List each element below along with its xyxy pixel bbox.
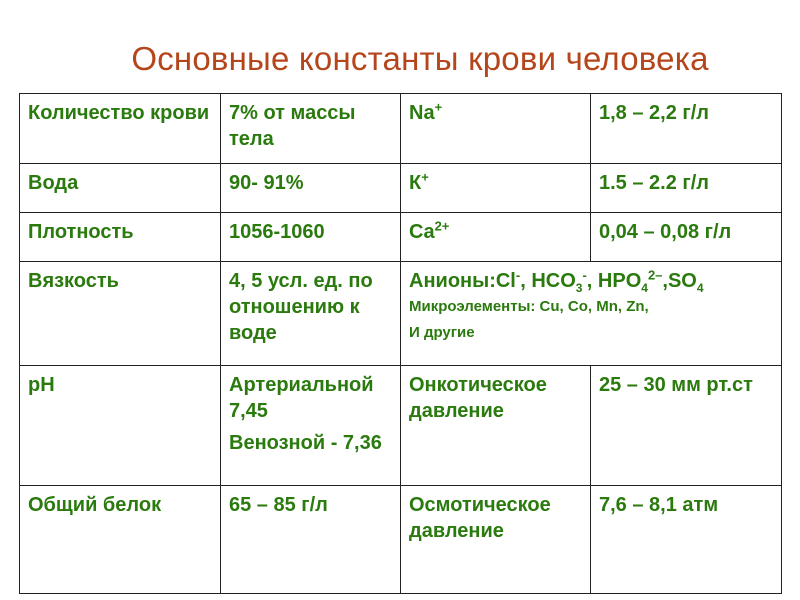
table-row [20,262,782,366]
ion-charge: 2– [647,267,663,283]
parameter-cell [401,486,591,594]
arterial-ph: Артериальной 7,45 [229,374,374,422]
ion-symbol: Na [409,102,435,124]
ions-cell [401,262,782,366]
cell-text: 25 – 30 мм рт.ст [599,374,753,396]
blood-constants-table [19,93,782,594]
parameter-cell [20,366,221,486]
venous-ph: Венозной - 7,36 [229,432,382,454]
table-row [20,486,782,594]
cell-text: 7,6 – 8,1 атм [599,494,719,516]
table-row [20,164,782,213]
cell-text: Вода [28,172,79,194]
ion-symbol: К [409,172,422,194]
ion-cell [401,164,591,213]
ion-index: 3 [575,281,583,295]
cell-text: pH [28,374,55,396]
cell-text: 1056-1060 [229,221,325,243]
value-cell [221,164,401,213]
ion-cell [401,213,591,262]
cell-text: 1.5 – 2.2 г/л [599,172,709,194]
value-cell [591,486,782,594]
value-cell [221,262,401,366]
table-row [20,94,782,164]
others-line: И другие [409,324,475,341]
ion-index: 4 [641,281,648,295]
cell-text: 1,8 – 2,2 г/л [599,102,709,124]
anions-line [409,268,773,294]
cell-text: Плотность [28,221,134,243]
ion-value-cell [591,213,782,262]
ion-value-cell [591,94,782,164]
ion-charge: + [434,99,443,115]
microelements-line: Микроэлементы: Cu, Co, Mn, Zn, [409,298,649,315]
ion-charge: + [421,169,429,185]
table-row [20,366,782,486]
cell-text: 7% от массы тела [229,102,356,150]
ion-charge: - [515,267,521,283]
ion-charge: 2+ [434,218,450,234]
table-row [20,213,782,262]
parameter-cell [20,486,221,594]
ion-index: 4 [696,281,704,295]
ion-value-cell [591,164,782,213]
value-cell [221,486,401,594]
cell-text: 90- 91% [229,172,304,194]
parameter-cell [20,164,221,213]
ion-symbol: ,SO [662,270,697,292]
ion-symbol: , HPO [586,270,642,292]
cell-text: Осмотическое давление [409,494,551,542]
cell-text: 65 – 85 г/л [229,494,328,516]
parameter-cell [20,94,221,164]
slide-title: Основные константы крови человека [131,40,709,77]
value-cell [221,366,401,486]
value-cell [591,366,782,486]
ion-symbol: Ca [409,221,435,243]
ion-cell [401,94,591,164]
cell-text: 0,04 – 0,08 г/л [599,221,732,243]
parameter-cell [401,366,591,486]
cell-text: Общий белок [28,494,162,516]
parameter-cell [20,262,221,366]
anions-label: Анионы:Cl [409,270,516,292]
ion-charge: - [582,267,587,283]
ion-symbol: , HCO [520,270,576,292]
cell-text: Вязкость [28,270,119,292]
value-cell [221,94,401,164]
cell-text: 4, 5 усл. ед. по отношению к воде [229,270,373,344]
cell-text: Количество крови [28,102,210,124]
value-cell [221,213,401,262]
parameter-cell [20,213,221,262]
cell-text: Онкотическое давление [409,374,547,422]
